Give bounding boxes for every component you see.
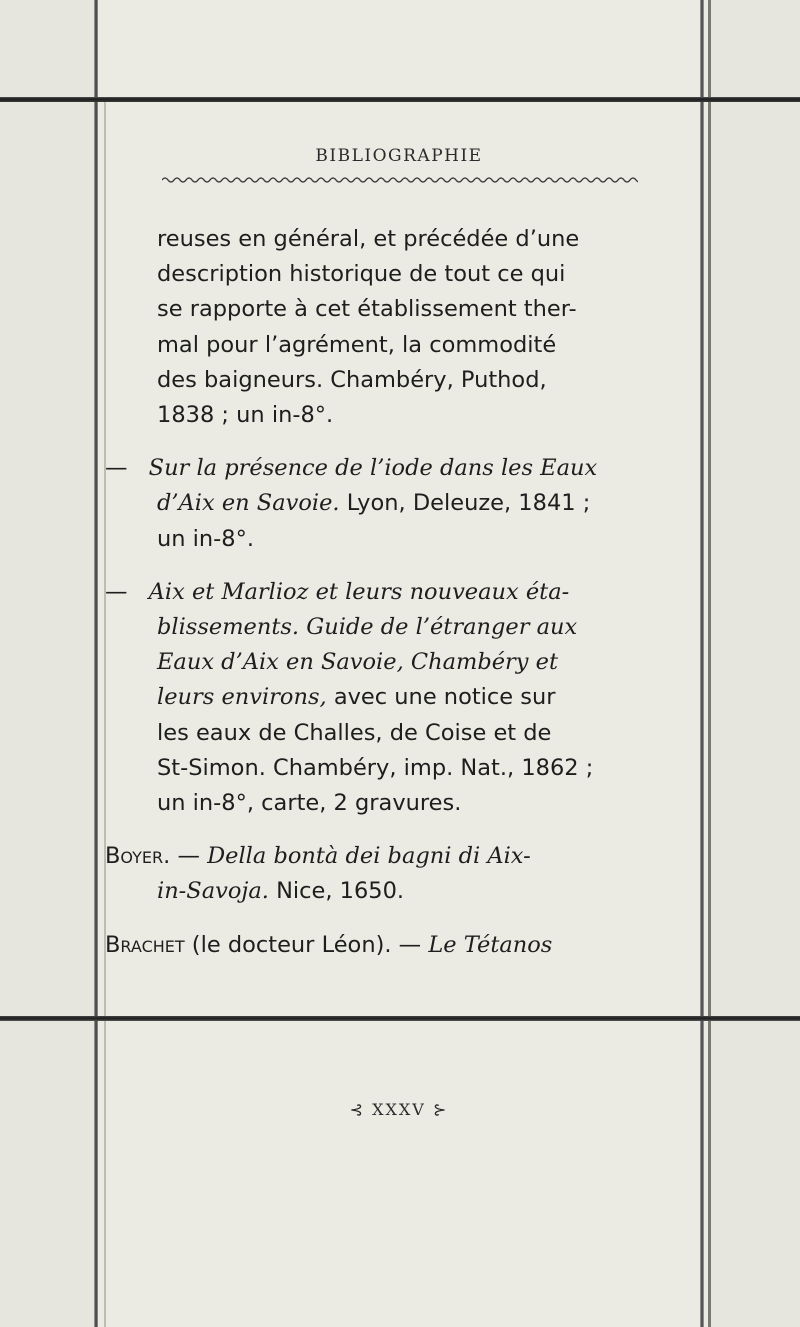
scan-frame-bottom	[0, 1016, 800, 1021]
text-line: un in-8°, carte, 2 gravures.	[157, 790, 462, 817]
scan-frame-right-inner	[708, 0, 711, 1327]
entry-title: Eaux d’Aix en Savoie, Chambéry et	[157, 649, 559, 676]
text-line: se rapporte à cet établissement ther-	[157, 296, 577, 323]
text-line: 1838 ; un in-8°.	[157, 402, 334, 429]
entry-iode	[105, 451, 657, 557]
text-line: description historique de tout ce qui	[157, 261, 566, 288]
folio-ornament-right-icon: ⊱	[425, 1100, 449, 1119]
entry-boyer	[105, 839, 657, 909]
entry-dash: —	[105, 455, 128, 482]
text-fragment: avec une notice sur	[326, 684, 556, 711]
text-line: les eaux de Challes, de Coise et de	[157, 719, 552, 746]
page-body	[105, 222, 657, 981]
entry-dash: —	[105, 578, 128, 605]
running-head: BIBLIOGRAPHIE	[315, 146, 483, 166]
folio-ornament-left-icon: ⊰	[349, 1100, 373, 1119]
page-folio	[98, 1100, 700, 1119]
entry-title: d’Aix en Savoie.	[157, 490, 340, 517]
entry-brachet	[105, 928, 657, 963]
entry-title: leurs environs,	[157, 684, 327, 711]
text-line: reuses en général, et précédée d’une	[157, 226, 580, 252]
folio-number: XXXV	[372, 1100, 426, 1119]
text-line: un in-8°.	[157, 525, 255, 552]
entry-title: blissements. Guide de l’étranger aux	[157, 614, 578, 641]
entry-title: in-Savoja.	[157, 878, 269, 905]
entry-author: Brachet	[105, 931, 185, 958]
text-line: St-Simon. Chambéry, imp. Nat., 1862 ;	[157, 754, 594, 781]
text-line: mal pour l’agrément, la commodité	[157, 331, 557, 358]
scan-margin-left	[0, 0, 94, 1327]
entry-imprint: Nice, 1650.	[268, 878, 405, 905]
entry-continuation	[157, 222, 657, 433]
entry-aix-marlioz	[105, 575, 657, 821]
entry-title: Sur la présence de l’iode dans les Eaux	[148, 455, 598, 482]
entry-title: Della bontà dei bagni di Aix-	[207, 843, 531, 870]
text-line: des baigneurs. Chambéry, Puthod,	[157, 366, 547, 393]
entry-dash: —	[170, 843, 208, 870]
scan-margin-right	[711, 0, 800, 1327]
scan-frame-right	[700, 0, 704, 1327]
entry-author: Boyer.	[105, 843, 171, 870]
text-fragment: (le docteur Léon). —	[184, 931, 429, 958]
ornamental-rule	[162, 175, 638, 185]
entry-imprint: Lyon, Deleuze, 1841 ;	[339, 490, 591, 517]
scan-frame-top	[0, 97, 800, 102]
scan-frame-left	[94, 0, 98, 1327]
entry-title: Aix et Marlioz et leurs nouveaux éta-	[148, 578, 570, 605]
entry-title: Le Tétanos	[428, 931, 553, 958]
